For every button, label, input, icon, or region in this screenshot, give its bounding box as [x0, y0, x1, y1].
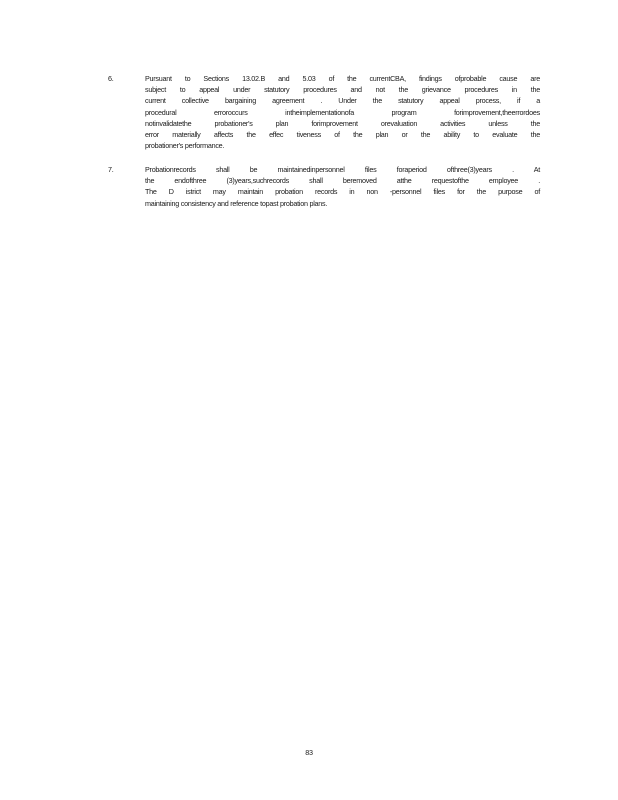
- text-line: error materially affects the effec tiveness of the plan or the ability to evaluate the: [145, 130, 540, 140]
- text-line: Probationrecords shall be maintainedinpersonnel files foraperiod ofthree(3)years . At: [145, 165, 540, 174]
- text-line: procedural erroroccurs intheimplementationofa program forimprovement,theerrordoes: [145, 107, 540, 117]
- item-number: 6.: [108, 74, 114, 83]
- text-line: maintaining consistency and reference topast probation plans.: [145, 198, 328, 208]
- item-text: [145, 73, 540, 151]
- text-line: Pursuant to Sections 13.02.B and 5.03 of the currentCBA, findings ofprobable cause are: [145, 74, 540, 83]
- item-text: [145, 164, 540, 209]
- text-line: the endofthree (3)years,suchrecords shall beremoved atthe requestofthe employee .: [145, 176, 540, 186]
- text-line: current collective bargaining agreement . Under the statutory appeal process, if a: [145, 96, 540, 106]
- text-line: notinvalidatethe probationer's plan forimprovement orevaluation activities unless the: [145, 118, 540, 128]
- text-line: The D istrict may maintain probation records in non -personnel files for the purpose of: [145, 187, 540, 197]
- item-number: 7.: [108, 165, 114, 174]
- text-line: subject to appeal under statutory procedures and not the grievance procedures in the: [145, 85, 540, 95]
- page-number: 83: [305, 748, 313, 757]
- text-line: probationer's performance.: [145, 141, 225, 151]
